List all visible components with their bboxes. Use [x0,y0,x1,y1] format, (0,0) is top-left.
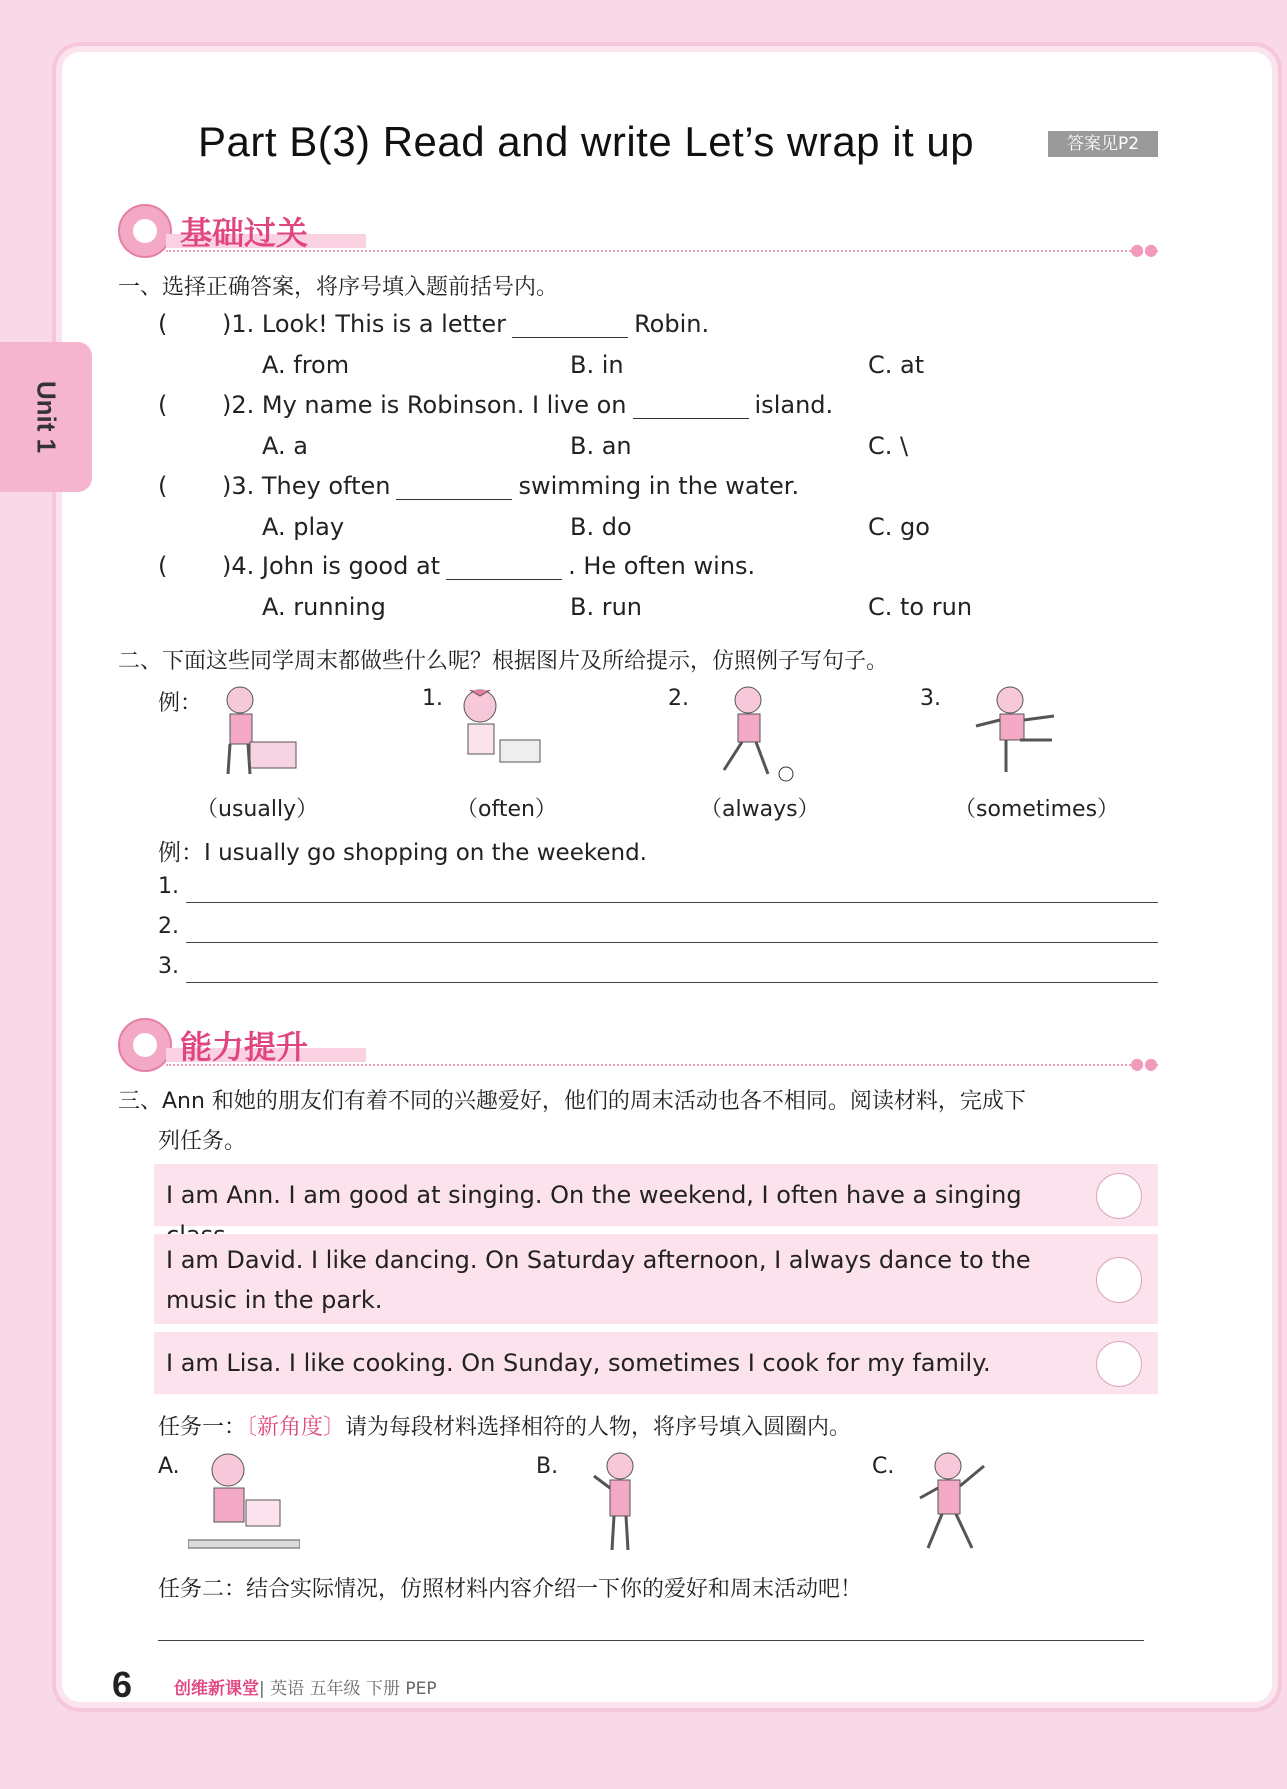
picture-number: 3. [920,686,941,711]
boy-dancing-figure [906,1448,996,1558]
page-number: 6 [112,1664,133,1705]
boy-football-figure [702,682,802,782]
option-b: B. in [570,351,624,379]
answer-paren[interactable]: ( [158,552,168,580]
picture-number: 例： [158,691,203,716]
option-b: B. an [570,432,632,460]
section-header-advanced [118,1018,1158,1074]
teacher-avatar-icon [118,1018,172,1072]
task-2: 任务二：结合实际情况，仿照材料内容介绍一下你的爱好和周末活动吧！ [158,1577,863,1602]
answer-blank[interactable] [396,475,512,500]
question-stem: )2. My name is Robinson. I live on island. [222,391,834,419]
choice-label: B. [536,1454,559,1479]
question-2-title: 二、下面这些同学周末都做些什么呢？根据图片及所给提示，仿照例子写句子。 [118,649,889,674]
option-a: A. running [262,593,386,621]
choice-label: A. [158,1454,180,1479]
frequency-hint: （always） [700,797,820,822]
dotted-divider [166,1064,1158,1066]
answer-blank[interactable] [512,313,628,338]
girl-singing-figure [580,1448,660,1558]
question-3-title-cont: 列任务。 [158,1129,247,1154]
passage-text: I am David. I like dancing. On Saturday afternoon, I always dance to the music in the park. [166,1246,1031,1314]
answer-blank[interactable] [633,394,749,419]
question-stem: )3. They often swimming in the water. [222,472,800,500]
section-label: 能力提升 [180,1028,309,1066]
write-line[interactable] [186,902,1158,903]
option-b: B. do [570,513,632,541]
option-b: B. run [570,593,643,621]
write-line[interactable] [186,942,1158,943]
unit-label: Unit 1 [31,380,62,454]
write-line-number: 3. [158,954,179,979]
passage-box [154,1332,1158,1394]
answer-circle[interactable] [1096,1341,1142,1387]
example-sentence: 例：I usually go shopping on the weekend. [158,840,647,866]
page-title: Part B(3) Read and write Let’s wrap it up [198,118,975,165]
passage-box [154,1234,1158,1324]
bubbles-icon: ●● [1130,1054,1158,1073]
section-header-basic [118,204,1158,260]
bubbles-icon: ●● [1130,240,1158,259]
option-a: A. a [262,432,308,460]
question-1-title: 一、选择正确答案，将序号填入题前括号内。 [118,275,559,300]
question-3-title: 三、Ann 和她的朋友们有着不同的兴趣爱好，他们的周末活动也各不相同。阅读材料，完成下 [118,1089,1026,1114]
dotted-divider [166,250,1158,252]
write-line[interactable] [186,982,1158,983]
passage-text: I am Lisa. I like cooking. On Sunday, sometimes I cook for my family. [166,1349,991,1377]
boy-shopping-figure [210,682,310,782]
passage-box [154,1164,1158,1226]
option-c: C. at [868,351,925,379]
boy-kungfu-figure [966,682,1066,782]
picture-number: 1. [422,686,443,711]
frequency-hint: （usually） [196,797,319,822]
frequency-hint: （often） [456,797,557,822]
write-line-number: 1. [158,874,179,899]
footer-info: 创维新课堂| 英语 五年级 下册 PEP [174,1679,437,1699]
answer-paren[interactable]: ( [158,391,168,419]
passage-text: I am Ann. I am good at singing. On the weekend, I often have a singing [166,1181,1022,1209]
frequency-hint: （sometimes） [954,797,1120,822]
girl-cooking-figure [188,1448,300,1554]
option-a: A. from [262,351,350,379]
answer-paren[interactable]: ( [158,310,168,338]
picture-number: 2. [668,686,689,711]
answer-paren[interactable]: ( [158,472,168,500]
write-line-number: 2. [158,914,179,939]
option-c: C. \ [868,432,909,460]
option-a: A. play [262,513,345,541]
section-label: 基础过关 [180,214,309,252]
girl-reading-figure [448,682,548,782]
teacher-avatar-icon [118,204,172,258]
question-stem: )4. John is good at . He often wins. [222,552,756,580]
option-c: C. to run [868,593,973,621]
question-stem: )1. Look! This is a letter Robin. [222,310,710,338]
answer-circle[interactable] [1096,1257,1142,1303]
option-c: C. go [868,513,930,541]
answer-circle[interactable] [1096,1173,1142,1219]
choice-label: C. [872,1454,895,1479]
answer-blank[interactable] [446,555,562,580]
task-1: 任务一：〔新角度〕请为每段材料选择相符的人物，将序号填入圆圈内。 [158,1415,852,1440]
unit-side-tab [0,342,92,492]
write-line[interactable] [158,1640,1144,1641]
answer-badge: 答案见P2 [1048,131,1158,157]
new-angle-tag: 〔新角度〕 [246,1415,346,1440]
brand-name: 创维新课堂 [174,1679,259,1699]
